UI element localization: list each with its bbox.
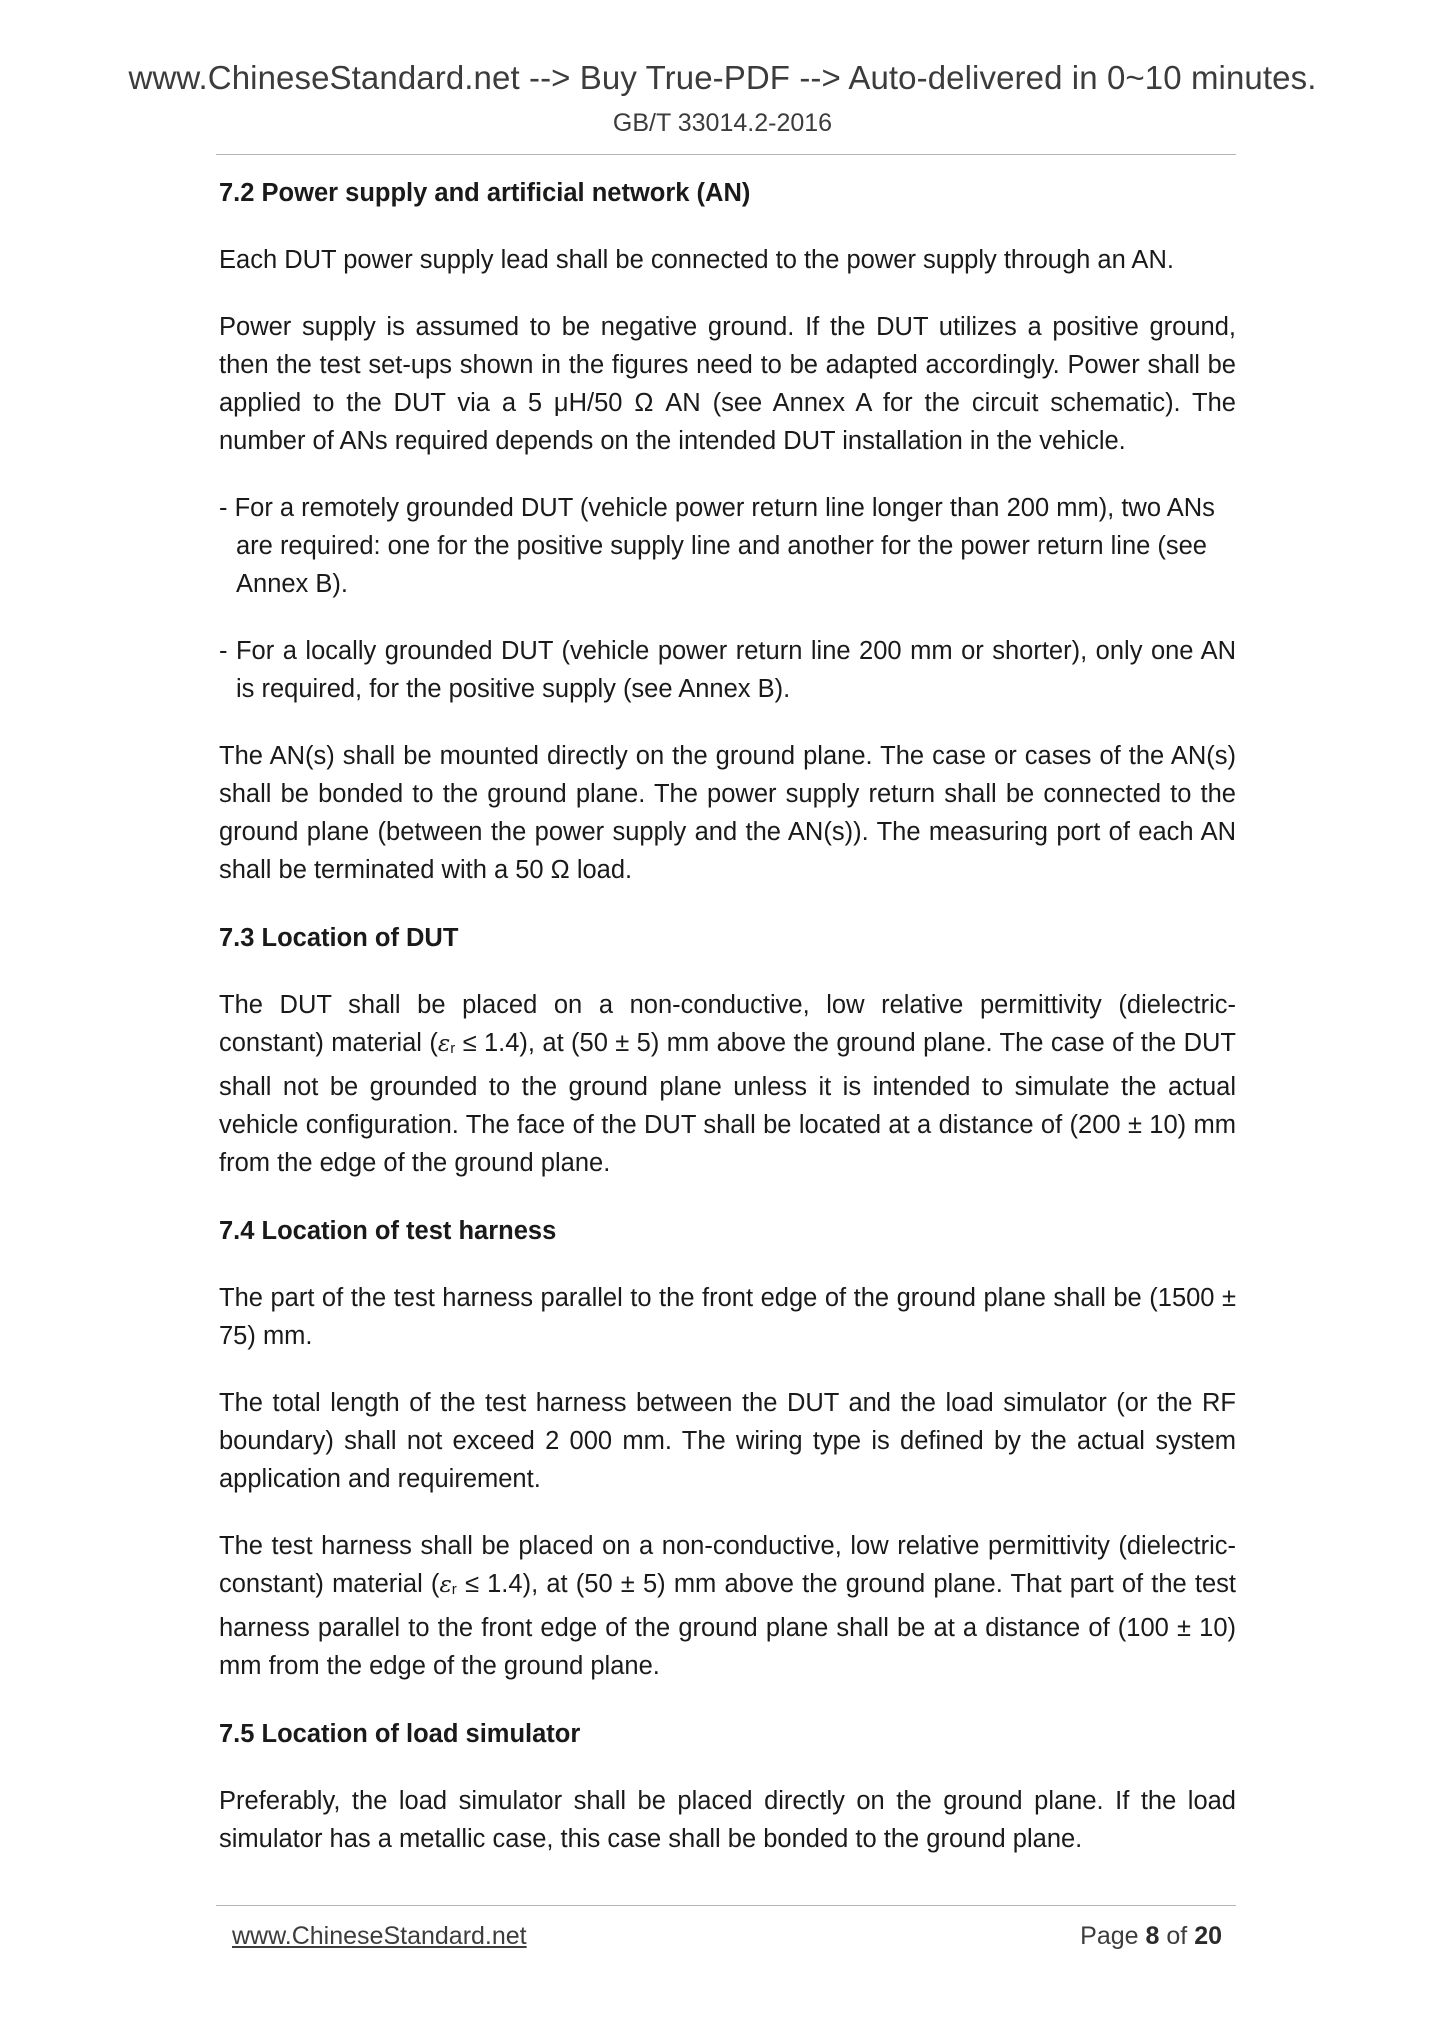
section-7-3-paragraph-1: The DUT shall be placed on a non-conductive, low relative permittivity (dielectric-constant) material $(\varepsilon_r \le 1.4)$, at (50 ± 5) mm above the ground plane. The case of the DUT shall not be grounded to the ground plane unless it is intended to simulate the actual vehicle configuration. The face of the DUT shall be located at a distance of (200 ± 10) mm from the edge of the ground plane. bbox=[219, 991, 1236, 1177]
section-7-2-paragraph-2: Power supply is assumed to be negative ground. If the DUT utilizes a positive ground, then the test set-ups shown in the figures need to be adapted accordingly. Power shall be applied to the DUT via a 5 μH/50 Ω AN (see Annex A for the circuit schematic). The number of ANs required depends on the intended DUT installation in the vehicle. bbox=[219, 313, 1236, 455]
section-7-3-heading: 7.3 Location of DUT bbox=[219, 924, 459, 952]
section-7-2-list-item-local: - For a locally grounded DUT (vehicle power return line 200 mm or shorter), only one AN is required, for the positive supply (see Annex B). bbox=[219, 637, 1236, 703]
header-banner: www.ChineseStandard.net --> Buy True-PDF --> Auto-delivered in 0~10 minutes. bbox=[128, 59, 1317, 96]
header-document-number: GB/T 33014.2-2016 bbox=[612, 109, 833, 137]
page-header bbox=[0, 56, 1445, 140]
document-body bbox=[219, 174, 1236, 1858]
page-footer bbox=[232, 1922, 1222, 1962]
section-7-4-paragraph-1: The part of the test harness parallel to the front edge of the ground plane shall be (1500 ± 75) mm. bbox=[219, 1284, 1236, 1350]
section-7-5-heading: 7.5 Location of load simulator bbox=[219, 1720, 581, 1748]
section-7-4-paragraph-2: The total length of the test harness between the DUT and the load simulator (or the RF boundary) shall not exceed 2 000 mm. The wiring type is defined by the actual system application and requirement. bbox=[219, 1389, 1236, 1493]
section-7-2-heading: 7.2 Power supply and artificial network (AN) bbox=[219, 179, 751, 207]
section-7-5-paragraph-1: Preferably, the load simulator shall be placed directly on the ground plane. If the load simulator has a metallic case, this case shall be bonded to the ground plane. bbox=[219, 1787, 1236, 1853]
current-page-number: 8 bbox=[1145, 1922, 1160, 1950]
footer-site-link[interactable]: www.ChineseStandard.net bbox=[232, 1922, 527, 1950]
header-divider bbox=[216, 154, 1236, 155]
section-7-2-paragraph-1: Each DUT power supply lead shall be connected to the power supply through an AN. bbox=[219, 246, 1174, 274]
page-number: Page 8 of 20 bbox=[1080, 1922, 1222, 1950]
section-7-4-paragraph-3: The test harness shall be placed on a non-conductive, low relative permittivity (dielectric-constant) material $(\varepsilon_r \le 1.4)$, at (50 ± 5) mm above the ground plane. That part of the test harness parallel to the front edge of the ground plane shall be at a distance of (100 ± 10) mm from the edge of the ground plane. bbox=[219, 1532, 1237, 1680]
section-7-2-paragraph-3: The AN(s) shall be mounted directly on the ground plane. The case or cases of the AN(s) shall be bonded to the ground plane. The power supply return shall be connected to the ground plane (between the power supply and the AN(s)). The measuring port of each AN shall be terminated with a 50 Ω load. bbox=[219, 742, 1236, 884]
section-7-4-heading: 7.4 Location of test harness bbox=[219, 1217, 557, 1245]
section-7-2-list-item-remote: - For a remotely grounded DUT (vehicle power return line longer than 200 mm), two ANs are required: one for the positive supply line and another for the power return line (see Annex B). bbox=[219, 494, 1215, 598]
footer-divider bbox=[216, 1905, 1236, 1906]
total-page-count: 20 bbox=[1194, 1922, 1222, 1950]
